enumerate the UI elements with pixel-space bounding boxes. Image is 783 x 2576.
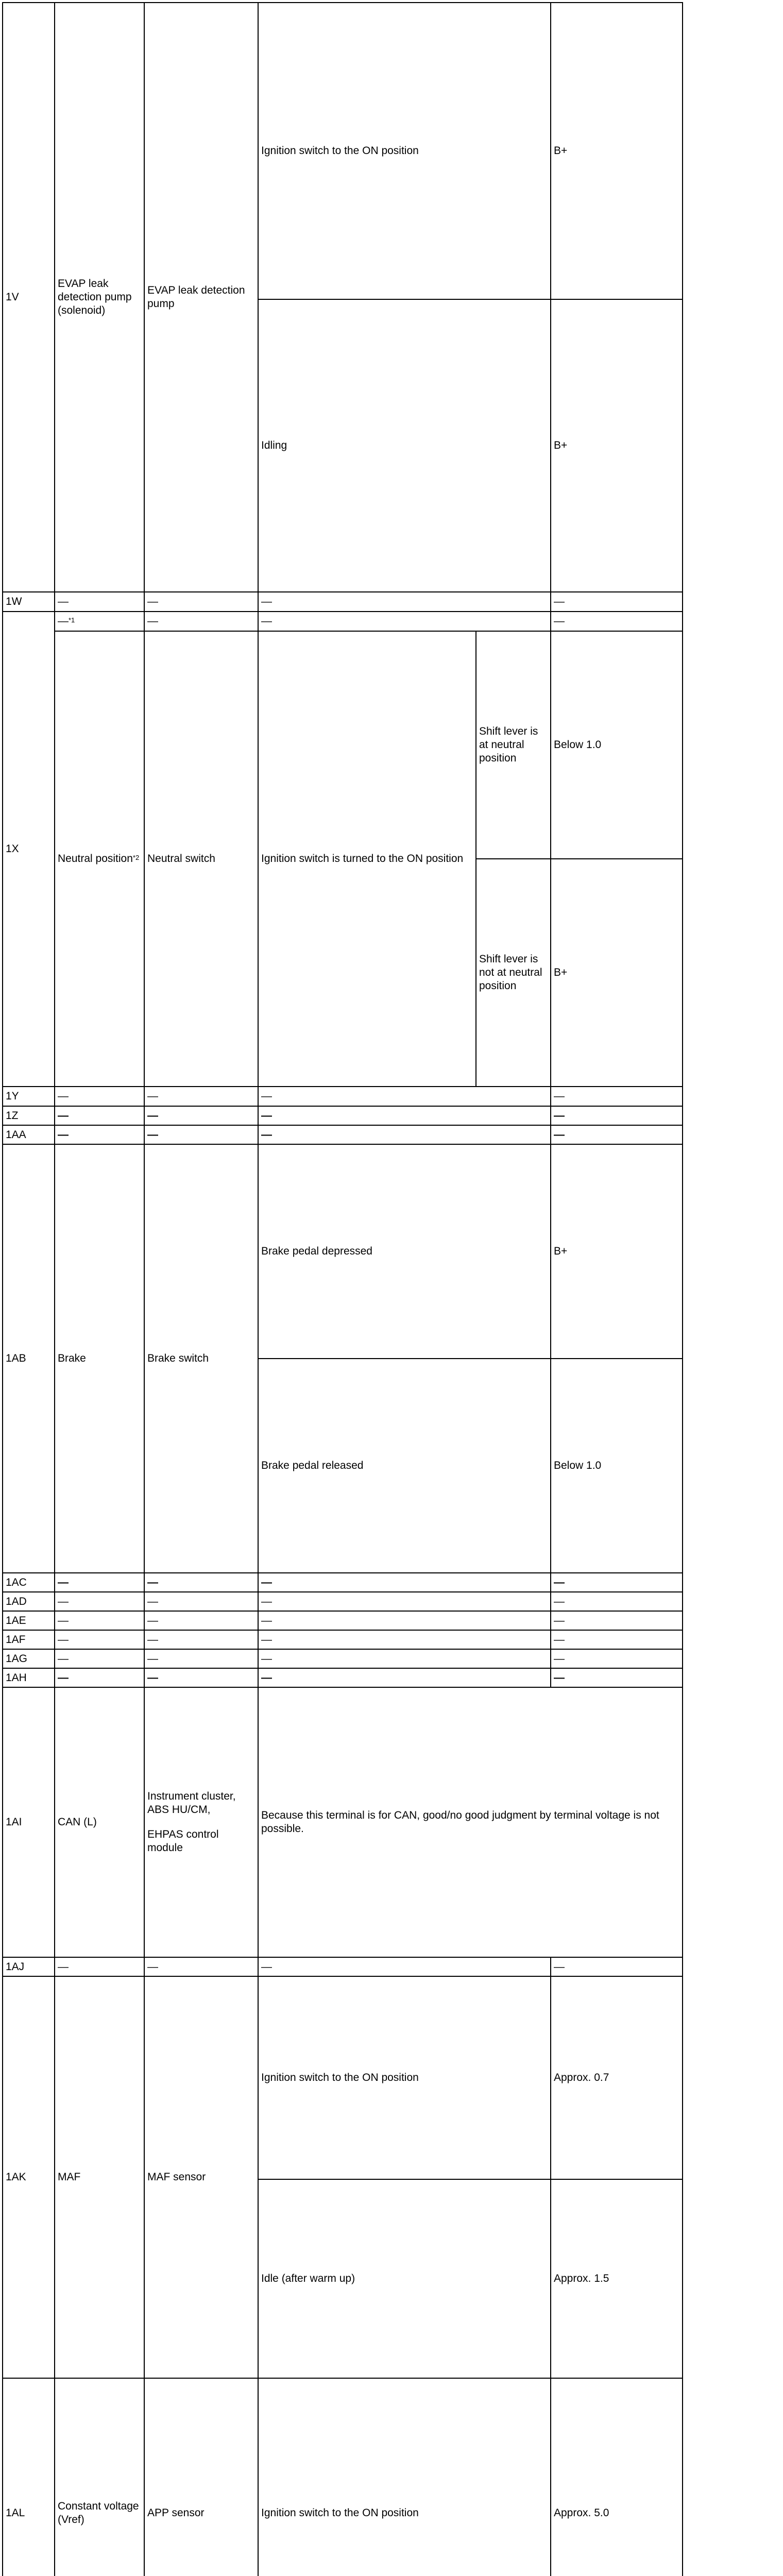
table-row-1AG xyxy=(3,1649,683,1668)
table-row-1X-b xyxy=(3,631,683,859)
dash-text: — xyxy=(58,615,69,627)
table-row-1AA xyxy=(3,1125,683,1144)
voltage-cell: Below 1.0 xyxy=(551,631,683,859)
dash-cell: — xyxy=(144,612,258,631)
dash-cell: — xyxy=(551,612,683,631)
table-row-1AB xyxy=(3,1144,683,1359)
dash-cell: — xyxy=(258,1125,551,1144)
connected-to-line: Instrument cluster, ABS HU/CM, xyxy=(147,1790,236,1816)
dash-cell: — xyxy=(551,592,683,612)
table-row-1V xyxy=(3,3,683,299)
condition-cell: Ignition switch is turned to the ON position xyxy=(258,631,476,1087)
dash-cell: — xyxy=(144,592,258,612)
condition-cell: Idle (after warm up) xyxy=(258,2179,551,2379)
dash-cell: — xyxy=(258,1573,551,1592)
table-row-1AJ xyxy=(3,1957,683,1976)
connected-to-cell: MAF sensor xyxy=(144,1976,258,2378)
dash-cell: — xyxy=(55,1611,144,1630)
dash-cell: — xyxy=(551,1649,683,1668)
dash-cell: — xyxy=(55,1125,144,1144)
voltage-cell: B+ xyxy=(551,1144,683,1359)
dash-cell: — xyxy=(258,612,551,631)
condition-cell: Idling xyxy=(258,299,551,592)
table-row-1AI xyxy=(3,1687,683,1957)
dash-cell: — xyxy=(551,1125,683,1144)
dash-cell: — xyxy=(144,1957,258,1976)
terminal-cell: 1AB xyxy=(3,1144,55,1573)
terminal-cell: 1AG xyxy=(3,1649,55,1668)
dash-cell: — xyxy=(258,1957,551,1976)
table-row-1X xyxy=(3,612,683,631)
connected-to-cell: Neutral switch xyxy=(144,631,258,1087)
dash-cell: — xyxy=(55,1957,144,1976)
table-row-1AC xyxy=(3,1573,683,1592)
table-row-1AE xyxy=(3,1611,683,1630)
signal-cell: CAN (L) xyxy=(55,1687,144,1957)
dash-cell: — xyxy=(144,1668,258,1687)
condition-cell: Ignition switch to the ON position xyxy=(258,2378,551,2576)
terminal-cell: 1AK xyxy=(3,1976,55,2378)
dash-cell: — xyxy=(551,1668,683,1687)
dash-cell: — xyxy=(258,1106,551,1125)
dash-cell: — xyxy=(144,1630,258,1649)
dash-cell: — xyxy=(551,1087,683,1106)
dash-cell: — xyxy=(144,1649,258,1668)
table-row-1AL xyxy=(3,2378,683,2576)
dash-cell: — xyxy=(258,1592,551,1611)
dash-cell: — xyxy=(144,1125,258,1144)
signal-cell: Brake xyxy=(55,1144,144,1573)
terminal-cell: 1Y xyxy=(3,1087,55,1106)
condition-cell: Brake pedal released xyxy=(258,1359,551,1573)
signal-text: Neutral position xyxy=(58,853,133,865)
connected-to-cell: APP sensor xyxy=(144,2378,258,2576)
connected-to-cell xyxy=(144,1687,258,1957)
footnote-marker: *2 xyxy=(132,854,140,861)
dash-cell: — xyxy=(551,1630,683,1649)
dash-cell: — xyxy=(55,1630,144,1649)
voltage-cell: Below 1.0 xyxy=(551,1359,683,1573)
connected-to-cell: Brake switch xyxy=(144,1144,258,1573)
note-cell: Because this terminal is for CAN, good/no good judgment by terminal voltage is not possible. xyxy=(258,1687,683,1957)
signal-cell: MAF xyxy=(55,1976,144,2378)
dash-cell: — xyxy=(551,1106,683,1125)
dash-cell: — xyxy=(258,1087,551,1106)
signal-cell xyxy=(55,612,144,631)
signal-cell: EVAP leak detection pump (solenoid) xyxy=(55,3,144,592)
connected-to-cell: EVAP leak detection pump xyxy=(144,3,258,592)
dash-cell: — xyxy=(55,1592,144,1611)
terminal-cell: 1AF xyxy=(3,1630,55,1649)
dash-cell: — xyxy=(55,1649,144,1668)
dash-cell: — xyxy=(55,1668,144,1687)
voltage-cell: B+ xyxy=(551,859,683,1087)
terminal-cell: 1AJ xyxy=(3,1957,55,1976)
dash-cell: — xyxy=(258,592,551,612)
dash-cell: — xyxy=(144,1592,258,1611)
condition-cell: Ignition switch to the ON position xyxy=(258,1976,551,2179)
terminal-voltage-table xyxy=(2,2,683,2576)
dash-cell: — xyxy=(55,1106,144,1125)
table-row-1W xyxy=(3,592,683,612)
dash-cell: — xyxy=(551,1573,683,1592)
terminal-cell: 1V xyxy=(3,3,55,592)
table-row-1AK xyxy=(3,1976,683,2179)
terminal-cell: 1AE xyxy=(3,1611,55,1630)
dash-cell: — xyxy=(551,1611,683,1630)
terminal-cell: 1W xyxy=(3,592,55,612)
dash-cell: — xyxy=(144,1611,258,1630)
voltage-cell: Approx. 5.0 xyxy=(551,2378,683,2576)
terminal-cell: 1AC xyxy=(3,1573,55,1592)
sub-condition-cell: Shift lever is at neutral position xyxy=(476,631,551,859)
dash-cell: — xyxy=(258,1611,551,1630)
signal-cell xyxy=(55,631,144,1087)
dash-cell: — xyxy=(55,1573,144,1592)
table-row-1AH xyxy=(3,1668,683,1687)
dash-cell: — xyxy=(144,1573,258,1592)
footnote-marker: *1 xyxy=(69,616,75,624)
terminal-cell: 1AD xyxy=(3,1592,55,1611)
dash-cell: — xyxy=(55,592,144,612)
signal-cell: Constant voltage (Vref) xyxy=(55,2378,144,2576)
condition-cell: Ignition switch to the ON position xyxy=(258,3,551,299)
dash-cell: — xyxy=(55,1087,144,1106)
connected-to-line: EHPAS control module xyxy=(147,1828,219,1854)
terminal-cell: 1AL xyxy=(3,2378,55,2576)
voltage-cell: B+ xyxy=(551,3,683,299)
table-row-1AD xyxy=(3,1592,683,1611)
terminal-cell: 1AA xyxy=(3,1125,55,1144)
terminal-cell: 1Z xyxy=(3,1106,55,1125)
sub-condition-cell: Shift lever is not at neutral position xyxy=(476,859,551,1087)
voltage-cell: Approx. 0.7 xyxy=(551,1976,683,2179)
terminal-cell: 1X xyxy=(3,612,55,1087)
terminal-cell: 1AI xyxy=(3,1687,55,1957)
voltage-cell: B+ xyxy=(551,299,683,592)
dash-cell: — xyxy=(258,1668,551,1687)
table-row-1AF xyxy=(3,1630,683,1649)
dash-cell: — xyxy=(144,1106,258,1125)
condition-cell: Brake pedal depressed xyxy=(258,1144,551,1359)
dash-cell: — xyxy=(551,1592,683,1611)
voltage-cell: Approx. 1.5 xyxy=(551,2179,683,2379)
dash-cell: — xyxy=(258,1649,551,1668)
table-row-1Z xyxy=(3,1106,683,1125)
terminal-cell: 1AH xyxy=(3,1668,55,1687)
dash-cell: — xyxy=(258,1630,551,1649)
table-row-1Y xyxy=(3,1087,683,1106)
dash-cell: — xyxy=(551,1957,683,1976)
dash-cell: — xyxy=(144,1087,258,1106)
